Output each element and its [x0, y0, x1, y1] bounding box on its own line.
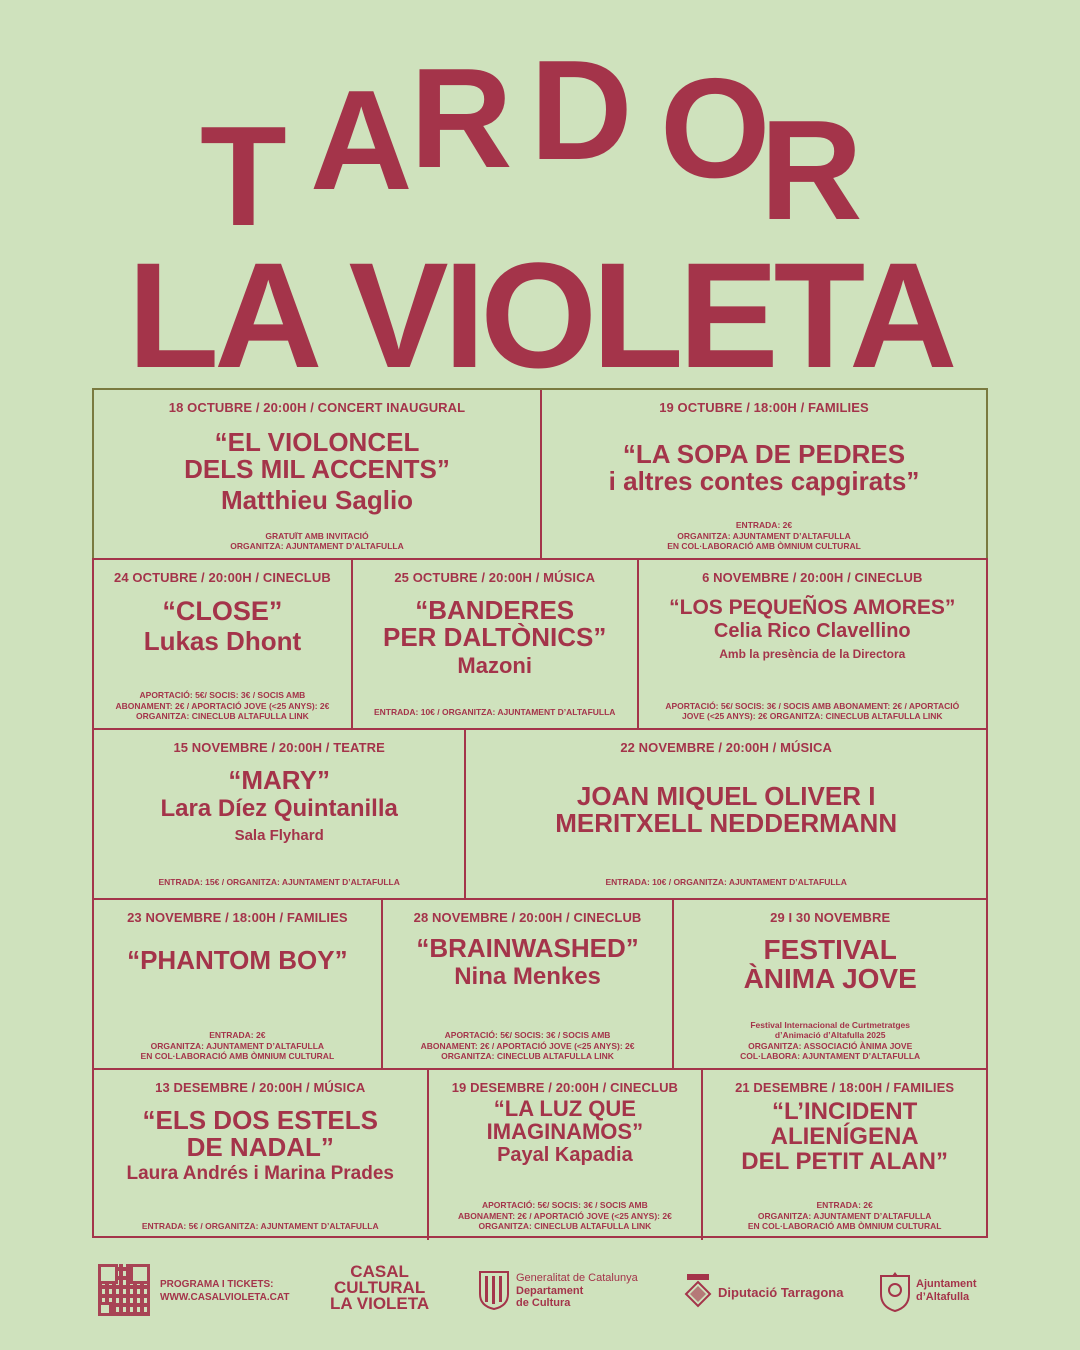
casal-logo-line: CASAL: [350, 1262, 409, 1281]
event-ticket-line: COL·LABORA: AJUNTAMENT D’ALTAFULLA: [740, 1051, 921, 1062]
event-title-line: DEL PETIT ALAN”: [741, 1148, 948, 1176]
event-title-line: JOAN MIQUEL OLIVER I: [576, 781, 876, 811]
event-card[interactable]: [639, 560, 986, 730]
event-ticket-line: ENTRADA: 2€: [735, 520, 793, 531]
event-title-line: “L’INCIDENT: [771, 1098, 918, 1125]
headline-letter-r2: R: [760, 91, 859, 250]
event-ticket-line: ORGANITZA: CINECLUB ALTAFULLA LINK: [441, 1051, 614, 1062]
event-artist: Lara Díez Quintanilla: [160, 795, 398, 823]
diputacio-logo-text: Diputació Tarragona: [718, 1285, 844, 1300]
event-title-line: “BANDERES: [415, 595, 575, 625]
event-ticket-info: [115, 690, 329, 722]
event-ticket-info: [665, 701, 959, 722]
event-ticket-line: Festival Internacional de Curtmetratges: [750, 1019, 911, 1030]
diputacio-crest-icon: [683, 1272, 713, 1308]
generalitat-shield-icon: [478, 1270, 510, 1310]
event-ticket-line: ENTRADA: 2€: [209, 1030, 266, 1041]
event-title-line: “PHANTOM BOY”: [127, 945, 348, 975]
event-card[interactable]: [94, 730, 466, 900]
headline-subtitle: LA VIOLETA: [127, 231, 953, 399]
event-title-line: “EL VIOLONCEL: [214, 427, 420, 457]
event-artist: Mazoni: [457, 652, 532, 678]
event-ticket-line: APORTACIÓ: 5€/ SOCIS: 3€ / SOCIS AMB: [139, 690, 306, 701]
event-date: 15 NOVEMBRE / 20:00H / TEATRE: [173, 740, 385, 755]
event-ticket-info: [740, 1020, 920, 1063]
event-date: 21 DESEMBRE / 18:00H / FAMILIES: [735, 1080, 955, 1095]
generalitat-logo-text: [516, 1272, 638, 1310]
event-ticket-line: ORGANITZA: AJUNTAMENT D’ALTAFULLA: [677, 530, 851, 541]
programme-row: [92, 1068, 988, 1238]
event-artist: Nina Menkes: [454, 963, 601, 991]
grid-bottom-border: [92, 1236, 988, 1238]
event-ticket-line: EN COL·LABORACIÓ AMB ÒMNIUM CULTURAL: [140, 1051, 335, 1062]
event-ticket-info: [748, 1200, 942, 1232]
event-ticket-line: ENTRADA: 10€ / ORGANITZA: AJUNTAMENT D’ALTAFULLA: [373, 707, 616, 718]
event-ticket-line: ABONAMENT: 2€ / APORTACIÓ JOVE (<25 ANYS): 2€: [457, 1210, 672, 1221]
event-title-line: FESTIVAL: [763, 934, 897, 965]
event-ticket-line: APORTACIÓ: 5€/ SOCIS: 3€ / SOCIS AMB: [444, 1030, 611, 1041]
event-ticket-line: ORGANITZA: AJUNTAMENT D’ALTAFULLA: [150, 1040, 325, 1051]
event-title-line: “LOS PEQUEÑOS AMORES”: [669, 596, 956, 619]
event-title-line: i altres contes capgirats”: [608, 466, 920, 497]
event-ticket-line: ABONAMENT: 2€ / APORTACIÓ JOVE (<25 ANYS): 2€: [420, 1040, 635, 1051]
event-ticket-line: APORTACIÓ: 5€/ SOCIS: 3€ / SOCIS AMB ABONAMENT: 2€ / APORTACIÓ: [665, 700, 960, 711]
event-title-line: MERITXELL NEDDERMANN: [555, 808, 898, 839]
event-ticket-line: GRATUÏT AMB INVITACIÓ: [265, 530, 369, 541]
event-ticket-line: d’Animació d’Altafulla 2025: [774, 1030, 886, 1041]
event-ticket-info: [230, 531, 403, 552]
event-title-line: “MARY”: [228, 765, 330, 795]
event-ticket-line: ORGANITZA: AJUNTAMENT D’ALTAFULLA: [757, 1210, 932, 1221]
event-artist: Lukas Dhont: [143, 626, 302, 657]
ajuntament-shield-icon: [878, 1270, 912, 1312]
event-title-line: “CLOSE”: [162, 596, 283, 626]
event-artist: Payal Kapadia: [497, 1144, 633, 1167]
headline-letter-o: O: [660, 49, 767, 208]
event-ticket-line: ENTRADA: 5€ / ORGANITZA: AJUNTAMENT D’ALTAFULLA: [141, 1221, 379, 1232]
event-ticket-line: ENTRADA: 2€: [816, 1200, 873, 1211]
event-ticket-line: ABONAMENT: 2€ / APORTACIÓ JOVE (<25 ANYS): 2€: [115, 700, 330, 711]
event-artist: Celia Rico Clavellino: [713, 620, 911, 643]
event-date: 29 I 30 NOVEMBRE: [770, 910, 891, 925]
event-date: 18 OCTUBRE / 20:00H / CONCERT INAUGURAL: [168, 400, 466, 415]
ajuntament-line: Ajuntament: [916, 1278, 977, 1290]
event-title-line: IMAGINAMOS”: [486, 1119, 644, 1145]
event-title-line: DE NADAL”: [186, 1132, 334, 1163]
headline-letter-d: D: [530, 31, 629, 190]
event-ticket-line: ORGANITZA: CINECLUB ALTAFULLA LINK: [136, 711, 309, 722]
generalitat-name: Generalitat de Catalunya: [516, 1272, 638, 1284]
event-ticket-line: EN COL·LABORACIÓ AMB ÒMNIUM CULTURAL: [667, 541, 861, 552]
headline-letter-r: R: [410, 39, 509, 198]
event-ticket-info: [142, 1221, 379, 1232]
event-ticket-info: [605, 877, 846, 888]
event-ticket-line: ORGANITZA: AJUNTAMENT D’ALTAFULLA: [230, 541, 404, 552]
event-artist: Laura Andrés i Marina Prades: [126, 1162, 394, 1184]
event-title-line: ÀNIMA JOVE: [743, 963, 917, 995]
event-title-line: “BRAINWASHED”: [416, 933, 639, 963]
qr-code-icon[interactable]: [98, 1264, 150, 1316]
event-date: 24 OCTUBRE / 20:00H / CINECLUB: [114, 570, 331, 585]
event-ticket-info: [667, 520, 861, 552]
casal-logo-line: CULTURAL: [333, 1278, 426, 1298]
event-card[interactable]: [674, 900, 986, 1070]
event-card[interactable]: [703, 1070, 986, 1240]
programme-row: [92, 558, 988, 728]
program-url[interactable]: WWW.CASALVIOLETA.CAT: [160, 1292, 290, 1303]
event-title-line: “LA LUZ QUE: [493, 1096, 636, 1121]
event-title-line: ALIENÍGENA: [770, 1123, 919, 1151]
headline-letter-a: A: [310, 61, 409, 220]
event-ticket-info: [421, 1030, 635, 1062]
event-ticket-info: [374, 707, 615, 718]
event-ticket-info: [458, 1200, 672, 1232]
event-card[interactable]: [94, 560, 353, 730]
event-extra-note: Amb la presència de la Directora: [719, 647, 906, 662]
generalitat-dept-2: de Cultura: [516, 1297, 571, 1310]
event-card[interactable]: [353, 560, 639, 730]
event-card[interactable]: [94, 900, 383, 1070]
casal-logo: [330, 1264, 429, 1312]
headline-letter-t: T: [200, 97, 283, 256]
event-date: 13 DESEMBRE / 20:00H / MÚSICA: [155, 1080, 366, 1095]
event-ticket-line: ORGANITZA: CINECLUB ALTAFULLA LINK: [478, 1221, 652, 1232]
program-label: PROGRAMA I TICKETS:: [160, 1279, 274, 1290]
programme-row: [92, 728, 988, 898]
event-title-line: DELS MIL ACCENTS”: [184, 454, 450, 485]
event-date: 25 OCTUBRE / 20:00H / MÚSICA: [394, 570, 596, 585]
event-card[interactable]: [466, 730, 986, 900]
event-date: 6 NOVEMBRE / 20:00H / CINECLUB: [702, 570, 923, 585]
event-artist: Matthieu Saglio: [220, 484, 414, 515]
event-ticket-line: JOVE (<25 ANYS): 2€ ORGANITZA: CINECLUB ALTAFULLA LINK: [681, 711, 943, 722]
event-date: 23 NOVEMBRE / 18:00H / FAMILIES: [127, 910, 348, 925]
event-title-line: “ELS DOS ESTELS: [142, 1105, 378, 1135]
event-ticket-line: APORTACIÓ: 5€/ SOCIS: 3€ / SOCIS AMB: [481, 1200, 648, 1211]
event-card[interactable]: [429, 1070, 704, 1240]
event-date: 19 OCTUBRE / 18:00H / FAMILIES: [659, 400, 869, 415]
event-ticket-line: ORGANITZA: ASSOCIACIÓ ÀNIMA JOVE: [748, 1040, 913, 1051]
event-date: 22 NOVEMBRE / 20:00H / MÚSICA: [620, 740, 832, 755]
event-date: 19 DESEMBRE / 20:00H / CINECLUB: [451, 1080, 679, 1095]
casal-logo-line: LA VIOLETA: [330, 1294, 430, 1314]
event-title-line: “LA SOPA DE PEDRES: [622, 439, 906, 469]
program-tickets-info: [160, 1278, 289, 1304]
event-card[interactable]: [94, 390, 542, 560]
event-ticket-line: EN COL·LABORACIÓ AMB ÒMNIUM CULTURAL: [747, 1221, 942, 1232]
event-card[interactable]: [94, 1070, 429, 1240]
programme-row: [92, 388, 988, 558]
event-card[interactable]: [542, 390, 986, 560]
event-ticket-info: [141, 1030, 335, 1062]
event-card[interactable]: [383, 900, 675, 1070]
programme-row: [92, 898, 988, 1068]
generalitat-dept: Departament: [516, 1284, 584, 1297]
event-date: 28 NOVEMBRE / 20:00H / CINECLUB: [413, 910, 642, 925]
ajuntament-logo-text: [916, 1278, 977, 1303]
ajuntament-line: d’Altafulla: [916, 1290, 970, 1303]
event-extra-note: Sala Flyhard: [234, 827, 324, 845]
event-title-line: PER DALTÒNICS”: [382, 622, 607, 653]
event-ticket-line: ENTRADA: 10€ / ORGANITZA: AJUNTAMENT D’ALTAFULLA: [605, 877, 847, 888]
event-ticket-info: [158, 877, 399, 888]
event-ticket-line: ENTRADA: 15€ / ORGANITZA: AJUNTAMENT D’ALTAFULLA: [158, 877, 400, 888]
